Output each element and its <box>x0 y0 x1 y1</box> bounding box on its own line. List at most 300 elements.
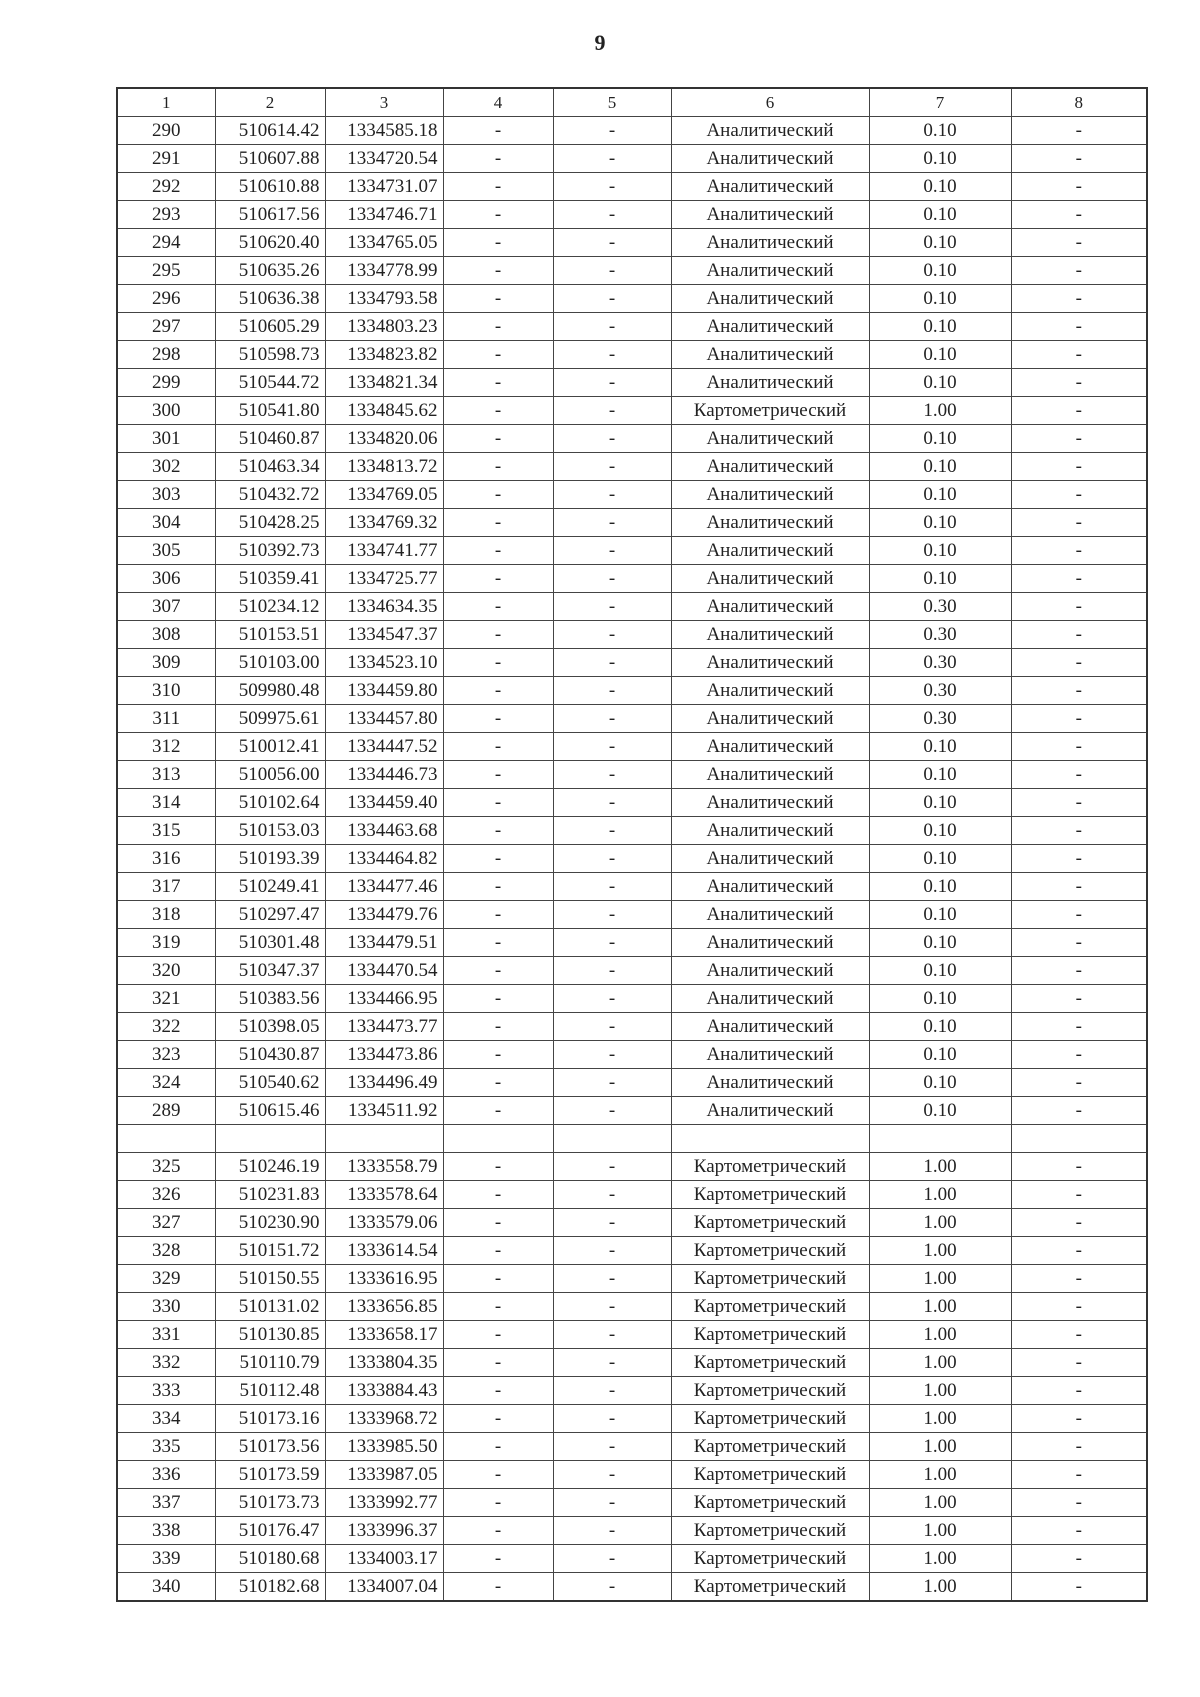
table-row <box>117 1433 1147 1461</box>
column-4-cell: - <box>443 229 553 257</box>
method-cell: Аналитический <box>671 229 869 257</box>
column-8-cell: - <box>1011 1237 1147 1265</box>
table-row <box>117 341 1147 369</box>
column-5-cell: - <box>553 229 671 257</box>
x-coordinate-cell: 510383.56 <box>215 985 325 1013</box>
method-cell: Аналитический <box>671 201 869 229</box>
column-5-cell: - <box>553 901 671 929</box>
table-row <box>117 313 1147 341</box>
accuracy-cell: 0.10 <box>869 481 1011 509</box>
column-5-cell: - <box>553 873 671 901</box>
column-8-cell: - <box>1011 173 1147 201</box>
accuracy-cell: 1.00 <box>869 1293 1011 1321</box>
accuracy-cell: 0.10 <box>869 901 1011 929</box>
column-8-cell: - <box>1011 1433 1147 1461</box>
method-cell: Аналитический <box>671 537 869 565</box>
accuracy-cell: 0.10 <box>869 1069 1011 1097</box>
column-8-cell: - <box>1011 1013 1147 1041</box>
column-4-cell: - <box>443 845 553 873</box>
point-number-cell: 320 <box>117 957 215 985</box>
column-header: 5 <box>553 88 671 117</box>
column-8-cell <box>1011 1125 1147 1153</box>
accuracy-cell <box>869 1125 1011 1153</box>
column-5-cell: - <box>553 285 671 313</box>
method-cell: Аналитический <box>671 257 869 285</box>
method-cell <box>671 1125 869 1153</box>
x-coordinate-cell: 510610.88 <box>215 173 325 201</box>
method-cell: Картометрический <box>671 1237 869 1265</box>
accuracy-cell: 0.10 <box>869 201 1011 229</box>
column-4-cell: - <box>443 425 553 453</box>
x-coordinate-cell: 510131.02 <box>215 1293 325 1321</box>
column-5-cell: - <box>553 1433 671 1461</box>
column-5-cell: - <box>553 929 671 957</box>
column-header: 8 <box>1011 88 1147 117</box>
method-cell: Картометрический <box>671 1349 869 1377</box>
x-coordinate-cell: 510359.41 <box>215 565 325 593</box>
x-coordinate-cell: 510234.12 <box>215 593 325 621</box>
accuracy-cell: 1.00 <box>869 1237 1011 1265</box>
method-cell: Картометрический <box>671 1405 869 1433</box>
table-row <box>117 1265 1147 1293</box>
column-5-cell: - <box>553 957 671 985</box>
point-number-cell: 337 <box>117 1489 215 1517</box>
accuracy-cell: 0.10 <box>869 733 1011 761</box>
table-row <box>117 537 1147 565</box>
column-5-cell: - <box>553 845 671 873</box>
column-8-cell: - <box>1011 1489 1147 1517</box>
column-4-cell: - <box>443 1573 553 1602</box>
method-cell: Картометрический <box>671 397 869 425</box>
point-number-cell: 303 <box>117 481 215 509</box>
column-header: 1 <box>117 88 215 117</box>
point-number-cell: 334 <box>117 1405 215 1433</box>
column-4-cell: - <box>443 397 553 425</box>
method-cell: Аналитический <box>671 1013 869 1041</box>
y-coordinate-cell: 1333804.35 <box>325 1349 443 1377</box>
table-body <box>117 117 1147 1602</box>
accuracy-cell: 1.00 <box>869 1545 1011 1573</box>
column-4-cell: - <box>443 1237 553 1265</box>
method-cell: Картометрический <box>671 1489 869 1517</box>
column-5-cell: - <box>553 537 671 565</box>
y-coordinate-cell: 1334459.80 <box>325 677 443 705</box>
y-coordinate-cell: 1333579.06 <box>325 1209 443 1237</box>
column-4-cell: - <box>443 285 553 313</box>
column-4-cell: - <box>443 1461 553 1489</box>
column-5-cell: - <box>553 1209 671 1237</box>
column-5-cell: - <box>553 565 671 593</box>
x-coordinate-cell: 510150.55 <box>215 1265 325 1293</box>
x-coordinate-cell: 510231.83 <box>215 1181 325 1209</box>
method-cell: Аналитический <box>671 145 869 173</box>
column-5-cell: - <box>553 341 671 369</box>
method-cell: Аналитический <box>671 1069 869 1097</box>
point-number-cell: 317 <box>117 873 215 901</box>
column-5-cell: - <box>553 817 671 845</box>
column-8-cell: - <box>1011 1041 1147 1069</box>
accuracy-cell: 1.00 <box>869 1181 1011 1209</box>
column-8-cell: - <box>1011 229 1147 257</box>
point-number-cell: 300 <box>117 397 215 425</box>
y-coordinate-cell: 1334007.04 <box>325 1573 443 1602</box>
column-8-cell: - <box>1011 957 1147 985</box>
x-coordinate-cell: 509980.48 <box>215 677 325 705</box>
accuracy-cell: 1.00 <box>869 1349 1011 1377</box>
point-number-cell: 295 <box>117 257 215 285</box>
table-row <box>117 1125 1147 1153</box>
accuracy-cell: 0.10 <box>869 817 1011 845</box>
column-4-cell: - <box>443 929 553 957</box>
column-8-cell: - <box>1011 1377 1147 1405</box>
accuracy-cell: 0.10 <box>869 789 1011 817</box>
column-8-cell: - <box>1011 1181 1147 1209</box>
column-5-cell: - <box>553 1041 671 1069</box>
table-row <box>117 453 1147 481</box>
x-coordinate-cell: 510544.72 <box>215 369 325 397</box>
point-number-cell: 338 <box>117 1517 215 1545</box>
y-coordinate-cell: 1334720.54 <box>325 145 443 173</box>
y-coordinate-cell: 1334473.86 <box>325 1041 443 1069</box>
column-4-cell: - <box>443 1517 553 1545</box>
column-5-cell: - <box>553 509 671 537</box>
column-4-cell: - <box>443 1265 553 1293</box>
column-8-cell: - <box>1011 1405 1147 1433</box>
point-number-cell: 333 <box>117 1377 215 1405</box>
point-number-cell: 318 <box>117 901 215 929</box>
method-cell: Аналитический <box>671 1041 869 1069</box>
table-row <box>117 1377 1147 1405</box>
method-cell: Аналитический <box>671 173 869 201</box>
column-4-cell: - <box>443 145 553 173</box>
column-header: 3 <box>325 88 443 117</box>
table-row <box>117 621 1147 649</box>
accuracy-cell: 1.00 <box>869 1377 1011 1405</box>
y-coordinate-cell: 1334741.77 <box>325 537 443 565</box>
y-coordinate-cell: 1333968.72 <box>325 1405 443 1433</box>
table-row <box>117 1321 1147 1349</box>
y-coordinate-cell: 1334769.32 <box>325 509 443 537</box>
column-4-cell: - <box>443 1153 553 1181</box>
column-4-cell: - <box>443 761 553 789</box>
column-header: 6 <box>671 88 869 117</box>
column-8-cell: - <box>1011 481 1147 509</box>
x-coordinate-cell: 510432.72 <box>215 481 325 509</box>
method-cell: Картометрический <box>671 1265 869 1293</box>
table-row <box>117 1069 1147 1097</box>
column-4-cell: - <box>443 1489 553 1517</box>
x-coordinate-cell: 510615.46 <box>215 1097 325 1125</box>
accuracy-cell: 1.00 <box>869 1405 1011 1433</box>
method-cell: Аналитический <box>671 313 869 341</box>
column-4-cell: - <box>443 1405 553 1433</box>
point-number-cell: 291 <box>117 145 215 173</box>
accuracy-cell: 1.00 <box>869 1209 1011 1237</box>
method-cell: Аналитический <box>671 957 869 985</box>
point-number-cell: 298 <box>117 341 215 369</box>
point-number-cell: 309 <box>117 649 215 677</box>
method-cell: Картометрический <box>671 1461 869 1489</box>
point-number-cell: 339 <box>117 1545 215 1573</box>
y-coordinate-cell: 1334769.05 <box>325 481 443 509</box>
table-row <box>117 201 1147 229</box>
table-row <box>117 1097 1147 1125</box>
table-row <box>117 1489 1147 1517</box>
column-5-cell: - <box>553 1377 671 1405</box>
column-8-cell: - <box>1011 117 1147 145</box>
point-number-cell: 312 <box>117 733 215 761</box>
x-coordinate-cell: 510430.87 <box>215 1041 325 1069</box>
method-cell: Картометрический <box>671 1293 869 1321</box>
column-4-cell: - <box>443 369 553 397</box>
column-4-cell: - <box>443 1097 553 1125</box>
column-4-cell: - <box>443 313 553 341</box>
y-coordinate-cell: 1334823.82 <box>325 341 443 369</box>
column-8-cell: - <box>1011 285 1147 313</box>
point-number-cell: 327 <box>117 1209 215 1237</box>
accuracy-cell: 1.00 <box>869 1461 1011 1489</box>
point-number-cell: 332 <box>117 1349 215 1377</box>
column-5-cell: - <box>553 201 671 229</box>
table-row <box>117 1181 1147 1209</box>
column-8-cell: - <box>1011 313 1147 341</box>
column-4-cell: - <box>443 565 553 593</box>
table-row <box>117 1237 1147 1265</box>
x-coordinate-cell: 510173.56 <box>215 1433 325 1461</box>
column-8-cell: - <box>1011 677 1147 705</box>
y-coordinate-cell: 1333656.85 <box>325 1293 443 1321</box>
table-row <box>117 481 1147 509</box>
column-5-cell: - <box>553 1097 671 1125</box>
point-number-cell: 326 <box>117 1181 215 1209</box>
table-row <box>117 733 1147 761</box>
accuracy-cell: 0.10 <box>869 229 1011 257</box>
x-coordinate-cell: 510182.68 <box>215 1573 325 1602</box>
method-cell: Картометрический <box>671 1209 869 1237</box>
point-number-cell: 308 <box>117 621 215 649</box>
column-5-cell: - <box>553 1573 671 1602</box>
table-row <box>117 1041 1147 1069</box>
y-coordinate-cell: 1334820.06 <box>325 425 443 453</box>
method-cell: Аналитический <box>671 341 869 369</box>
accuracy-cell: 0.10 <box>869 565 1011 593</box>
x-coordinate-cell: 510151.72 <box>215 1237 325 1265</box>
accuracy-cell: 0.10 <box>869 845 1011 873</box>
column-8-cell: - <box>1011 369 1147 397</box>
point-number-cell: 324 <box>117 1069 215 1097</box>
accuracy-cell: 0.30 <box>869 593 1011 621</box>
y-coordinate-cell: 1333992.77 <box>325 1489 443 1517</box>
x-coordinate-cell: 510153.51 <box>215 621 325 649</box>
column-4-cell: - <box>443 481 553 509</box>
column-5-cell: - <box>553 481 671 509</box>
y-coordinate-cell: 1334821.34 <box>325 369 443 397</box>
page-number: 9 <box>594 30 606 55</box>
table-row <box>117 1517 1147 1545</box>
y-coordinate-cell: 1334585.18 <box>325 117 443 145</box>
column-5-cell: - <box>553 761 671 789</box>
column-4-cell: - <box>443 649 553 677</box>
table-row <box>117 957 1147 985</box>
accuracy-cell: 1.00 <box>869 1265 1011 1293</box>
point-number-cell: 325 <box>117 1153 215 1181</box>
method-cell: Аналитический <box>671 369 869 397</box>
column-5-cell: - <box>553 733 671 761</box>
column-4-cell: - <box>443 201 553 229</box>
x-coordinate-cell: 510012.41 <box>215 733 325 761</box>
accuracy-cell: 0.10 <box>869 929 1011 957</box>
column-header: 7 <box>869 88 1011 117</box>
y-coordinate-cell: 1334446.73 <box>325 761 443 789</box>
column-4-cell: - <box>443 677 553 705</box>
column-8-cell: - <box>1011 1097 1147 1125</box>
column-8-cell: - <box>1011 1517 1147 1545</box>
column-5-cell: - <box>553 1069 671 1097</box>
column-8-cell: - <box>1011 873 1147 901</box>
y-coordinate-cell: 1334466.95 <box>325 985 443 1013</box>
table-row <box>117 1405 1147 1433</box>
y-coordinate-cell: 1333985.50 <box>325 1433 443 1461</box>
column-5-cell: - <box>553 1013 671 1041</box>
method-cell: Аналитический <box>671 929 869 957</box>
table-row <box>117 1209 1147 1237</box>
table-row <box>117 901 1147 929</box>
x-coordinate-cell: 510605.29 <box>215 313 325 341</box>
point-number-cell <box>117 1125 215 1153</box>
table-row <box>117 1293 1147 1321</box>
column-8-cell: - <box>1011 341 1147 369</box>
column-4-cell: - <box>443 1545 553 1573</box>
column-8-cell: - <box>1011 1573 1147 1602</box>
point-number-cell: 319 <box>117 929 215 957</box>
accuracy-cell: 0.10 <box>869 1041 1011 1069</box>
x-coordinate-cell: 510301.48 <box>215 929 325 957</box>
accuracy-cell: 0.10 <box>869 453 1011 481</box>
table-row <box>117 257 1147 285</box>
y-coordinate-cell: 1333987.05 <box>325 1461 443 1489</box>
column-8-cell: - <box>1011 1293 1147 1321</box>
accuracy-cell: 0.10 <box>869 425 1011 453</box>
column-8-cell: - <box>1011 985 1147 1013</box>
x-coordinate-cell: 510460.87 <box>215 425 325 453</box>
table-row <box>117 649 1147 677</box>
column-4-cell: - <box>443 257 553 285</box>
x-coordinate-cell: 510620.40 <box>215 229 325 257</box>
accuracy-cell: 0.10 <box>869 313 1011 341</box>
column-4-cell: - <box>443 1321 553 1349</box>
method-cell: Аналитический <box>671 509 869 537</box>
column-4-cell: - <box>443 957 553 985</box>
accuracy-cell: 0.10 <box>869 537 1011 565</box>
method-cell: Картометрический <box>671 1573 869 1602</box>
table-row <box>117 1349 1147 1377</box>
column-8-cell: - <box>1011 565 1147 593</box>
point-number-cell: 314 <box>117 789 215 817</box>
accuracy-cell: 0.10 <box>869 873 1011 901</box>
accuracy-cell: 0.10 <box>869 761 1011 789</box>
column-4-cell: - <box>443 705 553 733</box>
point-number-cell: 329 <box>117 1265 215 1293</box>
column-5-cell: - <box>553 313 671 341</box>
column-5-cell: - <box>553 369 671 397</box>
x-coordinate-cell: 510398.05 <box>215 1013 325 1041</box>
point-number-cell: 315 <box>117 817 215 845</box>
table-header-row <box>117 88 1147 117</box>
column-8-cell: - <box>1011 1209 1147 1237</box>
accuracy-cell: 0.30 <box>869 621 1011 649</box>
column-5-cell: - <box>553 593 671 621</box>
point-number-cell: 304 <box>117 509 215 537</box>
x-coordinate-cell: 510112.48 <box>215 1377 325 1405</box>
y-coordinate-cell: 1334511.92 <box>325 1097 443 1125</box>
x-coordinate-cell: 510056.00 <box>215 761 325 789</box>
table-row <box>117 1573 1147 1602</box>
method-cell: Картометрический <box>671 1153 869 1181</box>
column-5-cell: - <box>553 789 671 817</box>
table-row <box>117 705 1147 733</box>
y-coordinate-cell: 1334765.05 <box>325 229 443 257</box>
table-row <box>117 761 1147 789</box>
table-row <box>117 425 1147 453</box>
x-coordinate-cell: 510428.25 <box>215 509 325 537</box>
method-cell: Картометрический <box>671 1433 869 1461</box>
column-8-cell: - <box>1011 1545 1147 1573</box>
column-4-cell: - <box>443 117 553 145</box>
column-8-cell: - <box>1011 453 1147 481</box>
column-5-cell: - <box>553 397 671 425</box>
x-coordinate-cell: 510614.42 <box>215 117 325 145</box>
accuracy-cell: 0.10 <box>869 257 1011 285</box>
method-cell: Аналитический <box>671 117 869 145</box>
column-4-cell: - <box>443 621 553 649</box>
x-coordinate-cell: 510607.88 <box>215 145 325 173</box>
x-coordinate-cell: 510463.34 <box>215 453 325 481</box>
column-4-cell: - <box>443 985 553 1013</box>
column-5-cell: - <box>553 1545 671 1573</box>
table-row <box>117 397 1147 425</box>
column-5-cell: - <box>553 649 671 677</box>
table-row <box>117 817 1147 845</box>
column-4-cell: - <box>443 341 553 369</box>
column-8-cell: - <box>1011 733 1147 761</box>
column-4-cell: - <box>443 1013 553 1041</box>
method-cell: Аналитический <box>671 677 869 705</box>
table-row <box>117 1013 1147 1041</box>
x-coordinate-cell: 510103.00 <box>215 649 325 677</box>
method-cell: Аналитический <box>671 565 869 593</box>
x-coordinate-cell: 510130.85 <box>215 1321 325 1349</box>
column-8-cell: - <box>1011 1349 1147 1377</box>
column-5-cell: - <box>553 1181 671 1209</box>
column-5-cell: - <box>553 1461 671 1489</box>
accuracy-cell: 0.30 <box>869 649 1011 677</box>
method-cell: Картометрический <box>671 1377 869 1405</box>
column-4-cell: - <box>443 1433 553 1461</box>
y-coordinate-cell: 1333614.54 <box>325 1237 443 1265</box>
point-number-cell: 294 <box>117 229 215 257</box>
x-coordinate-cell: 510180.68 <box>215 1545 325 1573</box>
y-coordinate-cell: 1334457.80 <box>325 705 443 733</box>
column-4-cell: - <box>443 873 553 901</box>
column-8-cell: - <box>1011 761 1147 789</box>
point-number-cell: 289 <box>117 1097 215 1125</box>
point-number-cell: 301 <box>117 425 215 453</box>
method-cell: Аналитический <box>671 649 869 677</box>
column-8-cell: - <box>1011 201 1147 229</box>
column-5-cell: - <box>553 621 671 649</box>
x-coordinate-cell: 510153.03 <box>215 817 325 845</box>
point-number-cell: 297 <box>117 313 215 341</box>
